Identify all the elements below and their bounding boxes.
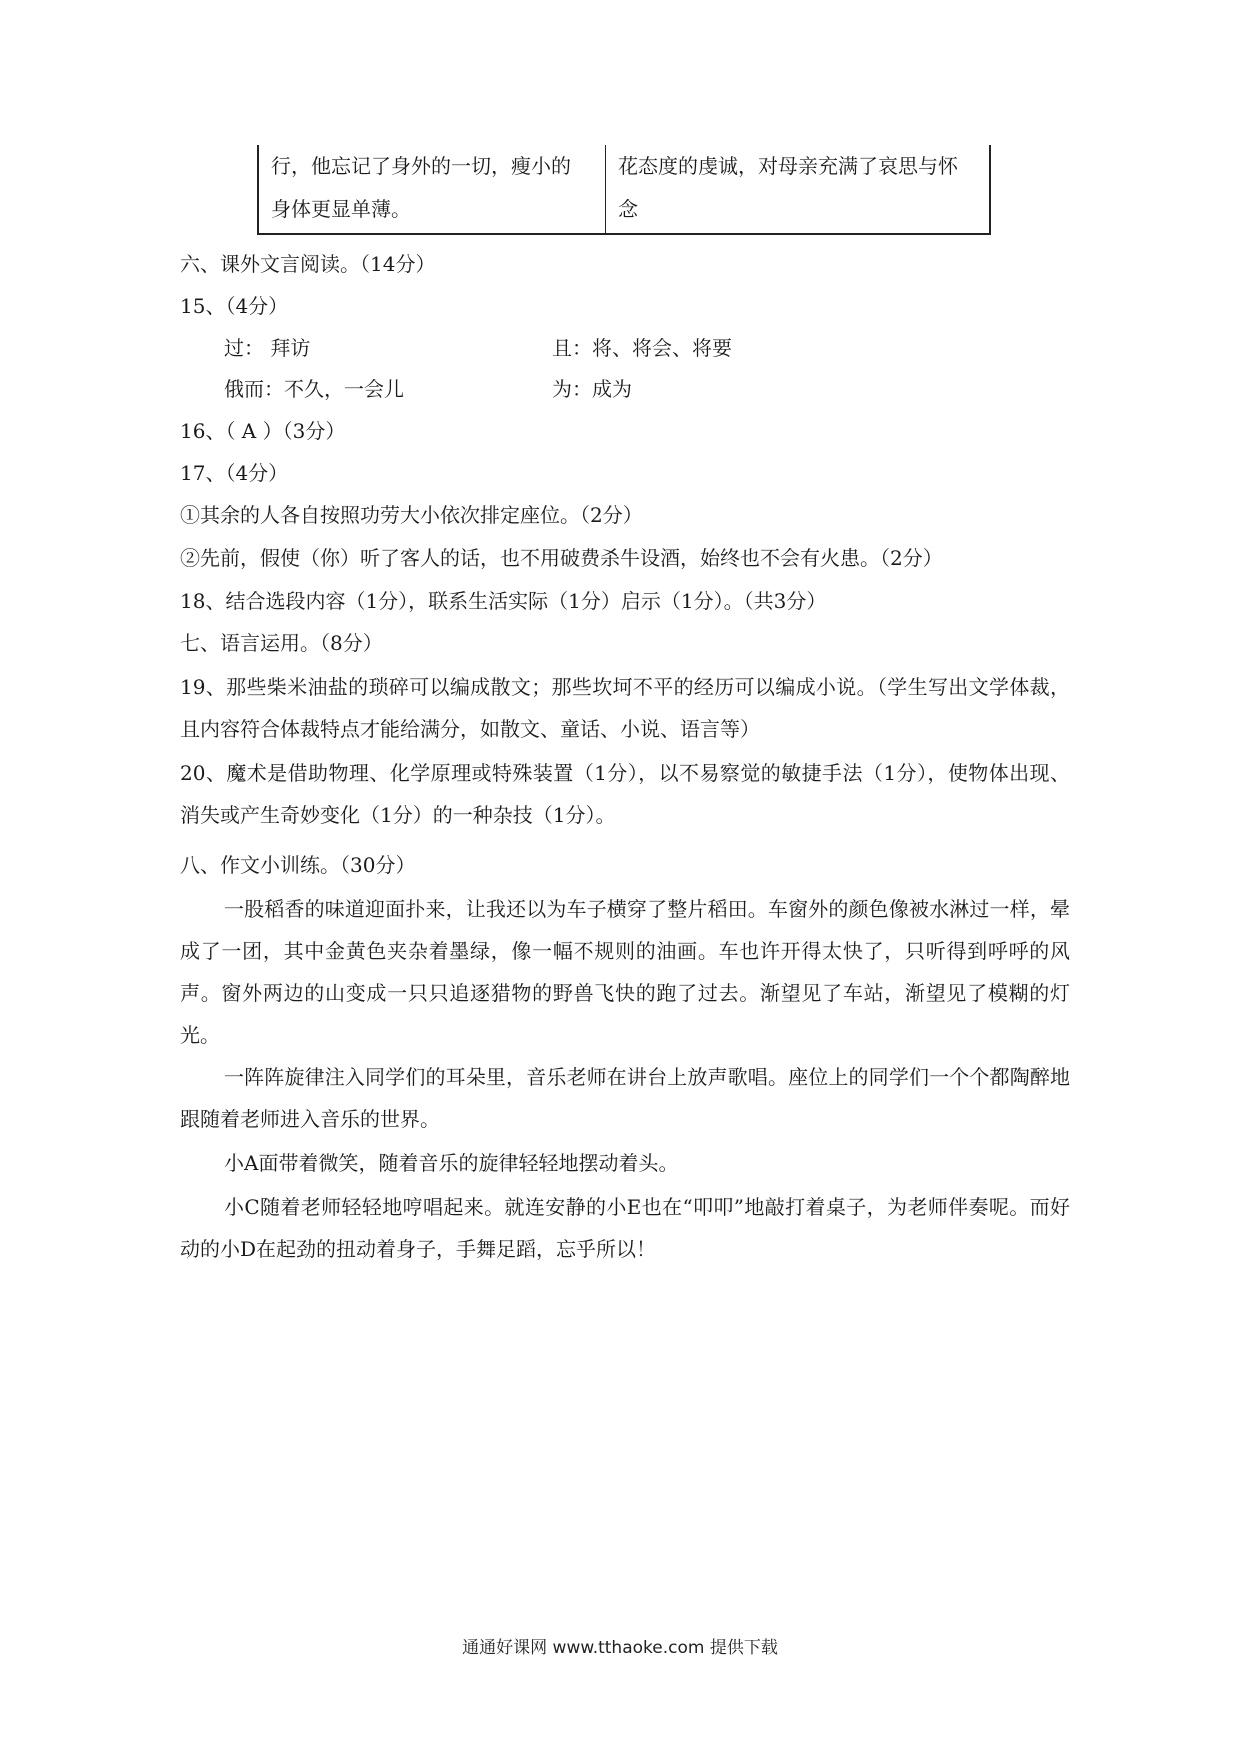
answer-table-fragment (257, 145, 991, 235)
footer-text: 通通好课网 www.tthaoke.com 提供下载 (462, 1638, 778, 1658)
q15-item-2-right: 为：成为 (552, 377, 632, 401)
cell-line: 花态度的虔诚，对母亲充满了哀思与怀 (618, 154, 958, 178)
q17-answer-1: ①其余的人各自按照功劳大小依次排定座位。（2分） (180, 503, 643, 527)
cell-line: 行，他忘记了身外的一切，瘦小的 (271, 154, 571, 178)
cell-line: 身体更显单薄。 (271, 197, 411, 221)
question-19: 19、那些柴米油盐的琐碎可以编成散文；那些坎坷不平的经历可以编成小说。（学生写出文学体裁，且内容符合体裁特点才能给满分，如散文、童话、小说、语言等） (180, 675, 1070, 741)
section-heading-8: 八、作文小训练。（30分） (180, 853, 416, 877)
q17-answer-2: ②先前，假使（你）听了客人的话，也不用破费杀牛设酒，始终也不会有火患。（2分） (180, 546, 943, 570)
question-16: 16、（ A ）（3分） (180, 419, 346, 443)
essay-paragraph: 小C随着老师轻轻地哼唱起来。就连安静的小E也在“叩叩”地敲打着桌子，为老师伴奏呢。而好动的小D在起劲的扭动着身子，手舞足蹈，忘乎所以！ (180, 1195, 1070, 1261)
section-heading-6: 六、课外文言阅读。（14分） (180, 252, 436, 276)
q15-item-1-left: 过： 拜访 (224, 336, 311, 360)
essay-paragraph: 一股稻香的味道迎面扑来，让我还以为车子横穿了整片稻田。车窗外的颜色像被水淋过一样，晕成了一团，其中金黄色夹杂着墨绿，像一幅不规则的油画。车也许开得太快了，只听得到呼呼的风声。窗外两边的山变成一只只追逐猎物的野兽飞快的跑了过去。渐望见了车站，渐望见了模糊的灯光。 (180, 897, 1070, 1047)
q15-item-1-right: 且：将、将会、将要 (552, 336, 732, 360)
question-20: 20、魔术是借助物理、化学原理或特殊装置（1分），以不易察觉的敏捷手法（1分），使物体出现、消失或产生奇妙变化（1分）的一种杂技（1分）。 (180, 761, 1070, 827)
cell-line: 念 (618, 197, 638, 221)
table-cell-right (606, 145, 991, 234)
table-cell-left (258, 145, 606, 234)
essay-paragraph: 一阵阵旋律注入同学们的耳朵里，音乐老师在讲台上放声歌唱。座位上的同学们一个个都陶醉地跟随着老师进入音乐的世界。 (180, 1065, 1070, 1131)
essay-paragraph: 小A面带着微笑，随着音乐的旋律轻轻地摆动着头。 (224, 1151, 679, 1175)
question-18: 18、结合选段内容（1分），联系生活实际（1分）启示（1分）。（共3分） (180, 589, 827, 613)
q15-item-2-left: 俄而：不久，一会儿 (224, 377, 404, 401)
table-row (258, 145, 990, 234)
question-17-label: 17、（4分） (180, 461, 289, 485)
question-15-label: 15、（4分） (180, 294, 289, 318)
section-heading-7: 七、语言运用。（8分） (180, 631, 383, 655)
